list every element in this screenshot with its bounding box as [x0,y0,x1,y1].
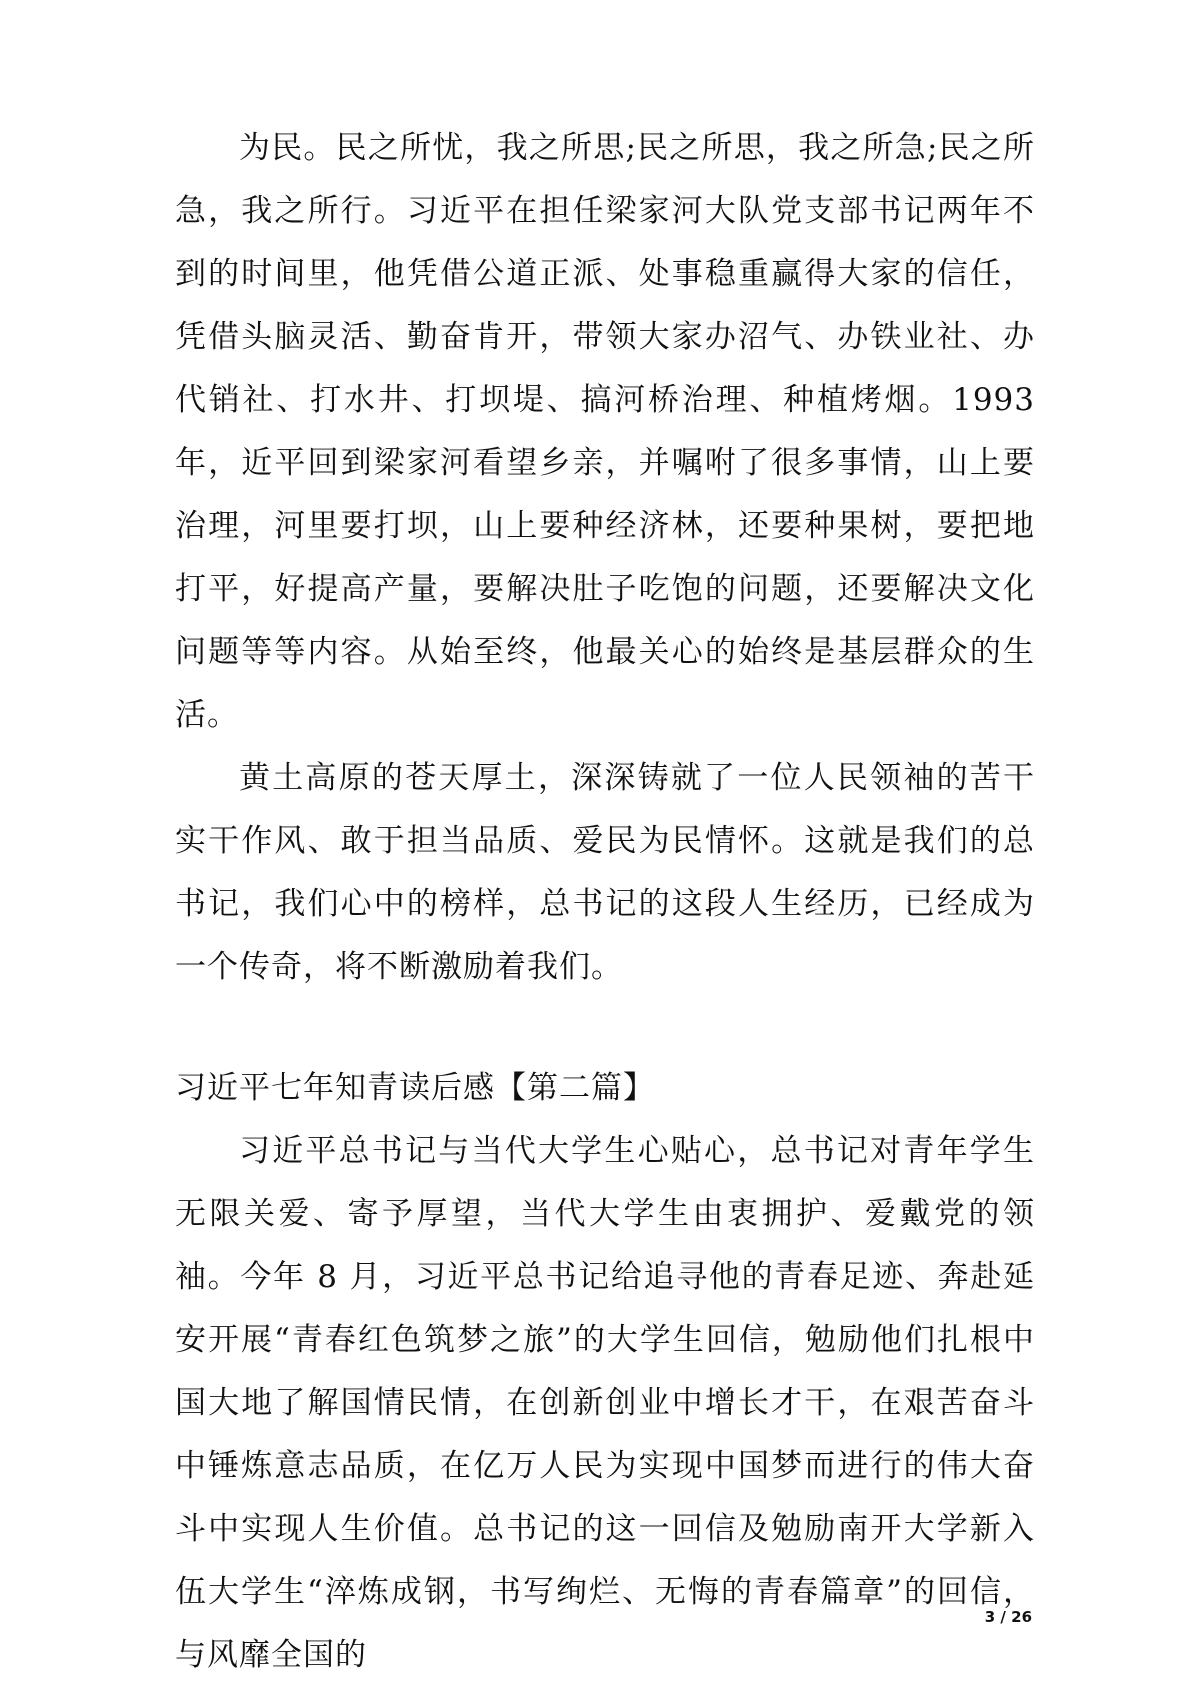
document-body [175,117,1035,1687]
body-paragraph: 黄土高原的苍天厚土，深深铸就了一位人民领袖的苦干实干作风、敢于担当品质、爱民为民情怀。这就是我们的总书记，我们心中的榜样，总书记的这段人生经历，已经成为一个传奇，将不断激励着我们。 [175,760,1035,985]
body-paragraph: 为民。民之所忧，我之所思;民之所思，我之所急;民之所急，我之所行。习近平在担任梁家河大队党支部书记两年不到的时间里，他凭借公道正派、处事稳重赢得大家的信任，凭借头脑灵活、勤奋肯开，带领大家办沼气、办铁业社、办代销社、打水井、打坝堤、搞河桥治理、种植烤烟。1993 年，近平回到梁家河看望乡亲，并嘱咐了很多事情，山上要治理，河里要打坝，山上要种经济林，还要种果树，要把地打平，好提高产量，要解决肚子吃饱的问题，还要解决文化问题等等内容。从始至终，他最关心的始终是基层群众的生活。 [175,130,1035,733]
section-heading: 习近平七年知青读后感【第二篇】 [175,1070,655,1106]
body-paragraph: 习近平总书记与当代大学生心贴心，总书记对青年学生无限关爱、寄予厚望，当代大学生由衷拥护、爱戴党的领袖。今年 8 月，习近平总书记给追寻他的青春足迹、奔赴延安开展“青春红色筑梦之旅”的大学生回信，勉励他们扎根中国大地了解国情民情，在创新创业中增长才干，在艰苦奋斗中锤炼意志品质，在亿万人民为实现中国梦而进行的伟大奋斗中实现人生价值。总书记的这一回信及勉励南开大学新入伍大学生“淬炼成钢，书写绚烂、无悔的青春篇章”的回信，与风靡全国的 [175,1133,1035,1673]
page-number: 3 / 26 [984,1608,1032,1626]
